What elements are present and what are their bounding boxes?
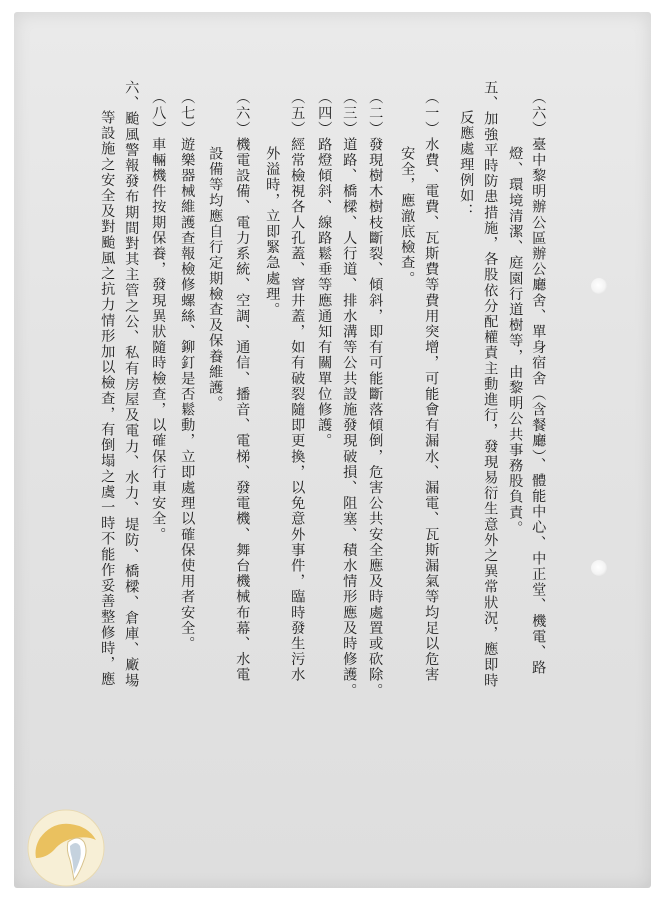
archive-logo-watermark: [18, 808, 116, 890]
text-column-2: 燈、環境清潔、庭園行道樹等，由黎明公共事務股負責。: [507, 146, 524, 536]
text-column-9: （四）路燈傾斜、線路鬆垂等應通知有關單位修護。: [316, 90, 333, 449]
text-column-7: （二）發現樹木樹枝斷裂、傾斜，即有可能斷落傾倒，危害公共安全應及時處置或砍除。: [367, 90, 384, 699]
text-column-1: （六）臺中黎明辦公區辦公廳舍、單身宿舍（含餐廳）、體能中心、中正堂、機電、路: [530, 90, 547, 676]
text-column-10: （五）經常檢視各人孔蓋、窨井蓋，如有破裂隨即更換，以免意外事件，臨時發生污水: [289, 90, 306, 683]
text-column-3: 五、加強平時防患措施，各股依分配權責主動進行，發現易衍生意外之異常狀況，應即時: [482, 80, 499, 689]
text-column-4: 反應處理例如：: [458, 110, 475, 220]
text-column-6: 安全，應澈底檢查。: [399, 146, 416, 287]
text-column-8: （三）道路、橋樑、人行道、排水溝等公共設施發現破損、阻塞、積水情形應及時修護。: [341, 90, 358, 699]
text-column-16: 六、颱風警報發布期間對其主管之公、私有房屋及電力、水力、堤防、橋樑、倉庫、廠場: [123, 80, 140, 689]
punch-hole-lower: [591, 560, 607, 576]
text-column-5: （一）水費、電費、瓦斯費等費用突增，可能會有漏水、漏電、瓦斯漏氣等均足以危害: [423, 90, 440, 683]
text-column-15: （八）車輛機件按期保養，發現異狀隨時檢查，以確保行車安全。: [150, 90, 167, 543]
text-column-12: （六）機電設備、電力系統、空調、通信、播音、電梯、發電機、舞台機械布幕、水電: [234, 90, 251, 683]
punch-hole-upper: [591, 278, 607, 294]
text-column-11: 外溢時，立即緊急處理。: [264, 146, 281, 318]
text-column-13: 設備等均應自行定期檢查及保養維護。: [207, 146, 224, 412]
text-column-17: 等設施之安全及對颱風之抗力情形加以檢查，有倒塌之虞一時不能作妥善整修時，應: [99, 110, 116, 688]
text-column-14: （七）遊樂器械維護查報檢修螺絲、鉚釘是否鬆動，立即處理以確保使用者安全。: [179, 90, 196, 652]
